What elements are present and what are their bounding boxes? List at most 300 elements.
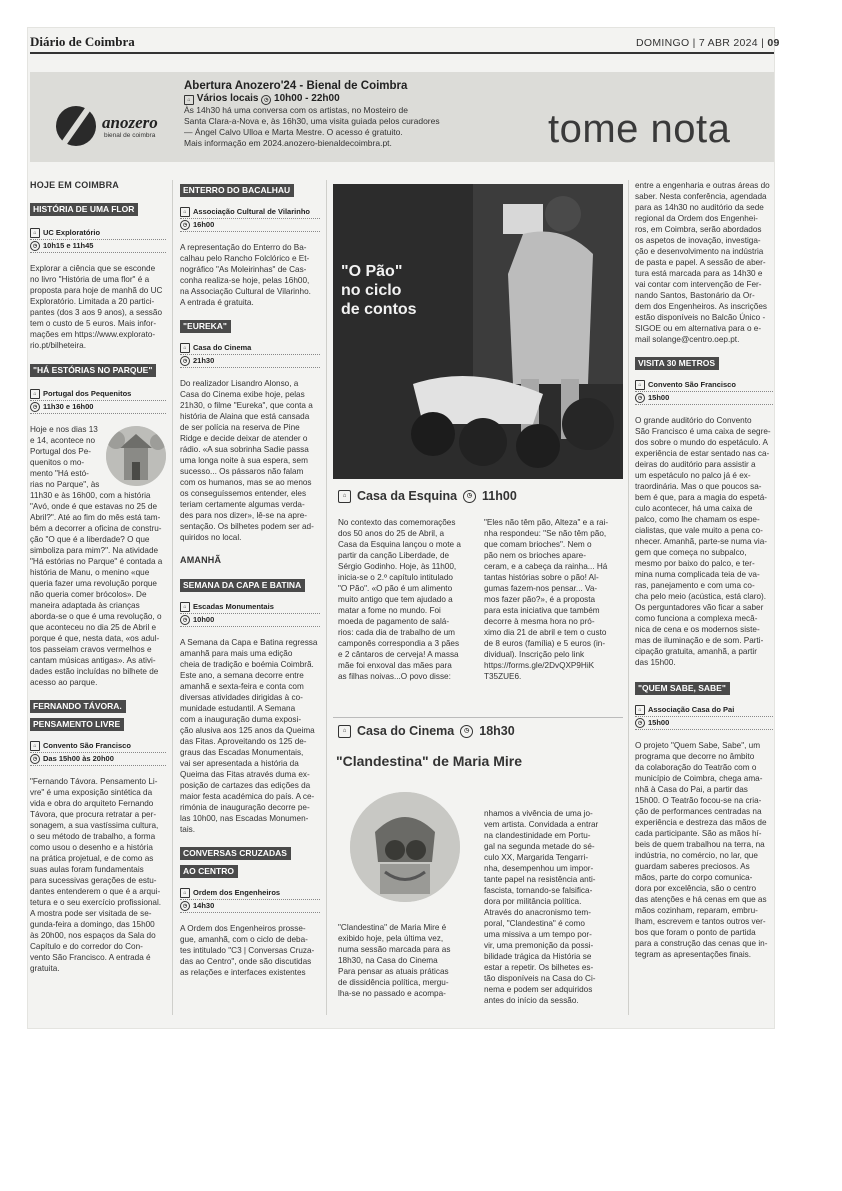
header-rule	[30, 52, 774, 54]
text-line: das ao Centro", onde são discutidas	[180, 957, 312, 966]
text-line: tura está marcada para as 14h30 e	[635, 269, 763, 278]
text-line: suas aulas foram fundamentais	[30, 865, 144, 874]
text-line: nica de cena e os modernos siste-	[635, 625, 760, 634]
logo-text: anozero	[102, 113, 158, 132]
text-line: ção "O que é a liberdade? O que	[30, 535, 150, 544]
text-line: para as 14h30 no auditório da sede	[635, 203, 764, 212]
text-line: "Clandestina" de Maria Mire é	[338, 923, 447, 932]
text-line: gumas fazem-nos pensar... Va-	[484, 584, 598, 593]
text-line: o seu método de trabalho, a forma	[30, 832, 156, 841]
text-line: que comam brioches". Nem o	[484, 540, 592, 549]
text-line: palco, como lhe chamam os espe-	[635, 515, 760, 524]
text-line: Exploratório. Limitada a 20 partici-	[30, 297, 155, 306]
text-line: O grande auditório do Convento	[635, 416, 752, 425]
text-line: A mostra pode ser visitada de se-	[30, 909, 152, 918]
clock-icon: ◷	[460, 725, 473, 738]
text-line: nha, desempenhou um impor-	[484, 864, 594, 873]
banner-line: Mais informação em 2024.anozero-bienaldecoimbra.pt.	[184, 138, 392, 148]
text-line: https://forms.gle/2DvQXP9HiK	[484, 661, 595, 670]
column-hoje	[30, 180, 166, 974]
event-tag: FERNANDO TÁVORA.	[30, 700, 126, 713]
text-line: rios: cada dia de trabalho de um	[338, 628, 455, 637]
home-icon: ⌂	[180, 602, 190, 612]
text-line: os conseguíssemos entender, eles	[180, 489, 307, 498]
date-line: DOMINGO | 7 ABR 2024 | 09	[636, 37, 780, 49]
text-line: gem que começa no subpalco,	[635, 548, 747, 557]
feature-text-right	[484, 517, 622, 682]
text-line: um espetáculo no palco já é ex-	[635, 471, 751, 480]
event-text	[635, 740, 773, 960]
text-line: mesmo por baixo do palco, e ter-	[635, 559, 755, 568]
text-line: munidade estudantil. A Semana	[180, 704, 296, 713]
text-line: dora por excelência, são o centro	[635, 884, 757, 893]
text-line: como usou o desenho e a história	[30, 843, 153, 852]
text-line: das 15h00.	[635, 658, 676, 667]
text-line: pantes (dos 3 aos 9 anos), a sessão	[30, 308, 162, 317]
text-line: às 20h00, nos espaços da Sala do	[30, 931, 156, 940]
text-line: ximo dia 21 de abril e tem o custo	[484, 628, 607, 637]
text-line: vai ser apresentada a história da	[180, 759, 299, 768]
text-line: uma missiva a um tempo por-	[484, 930, 592, 939]
clock-icon: ◷	[180, 615, 190, 625]
text-line: quiridos no local.	[180, 533, 242, 542]
text-line: bilidade trágica da História se	[484, 952, 592, 961]
text-line: T35ZUE6.	[484, 672, 522, 681]
text-line: "O Pão". «O pão é um alimento	[338, 584, 453, 593]
text-line: exibido hoje, pela última vez,	[338, 934, 444, 943]
text-line: dos sobre o mundo do espetáculo. A	[635, 438, 768, 447]
home-icon: ⌂	[30, 228, 40, 238]
text-line: como funciona a complexa mecâ-	[635, 614, 758, 623]
text-line: mas de iluminação e de som. Parti-	[635, 636, 764, 645]
text-line: tante papel na resistência anti-	[484, 875, 596, 884]
event-meta	[635, 704, 773, 730]
event-place: Escadas Monumentais	[193, 602, 274, 611]
text-line: tos passeiam cravos vermelhos e	[30, 645, 152, 654]
text-line: vem artista. Convidada a entrar	[484, 820, 599, 829]
event-text	[30, 424, 166, 688]
text-line: experiência e destreza das mãos de	[635, 818, 767, 827]
text-line: da colaboração do Teatrão com o	[635, 763, 757, 772]
text-line: proposta para hoje de manhã do UC	[30, 286, 163, 295]
text-line: uma longa noite à sua espera, sem	[180, 456, 308, 465]
feature-photo	[333, 184, 623, 479]
event-place: Casa do Cinema	[193, 343, 252, 352]
text-line: vida e obra do arquiteto Fernando	[30, 799, 154, 808]
text-line: Casa do Cinema exibe hoje, pelas	[180, 390, 305, 399]
banner-line: Santa Clara-a-Nova e, às 16h30, uma visita guiada pelos curadores	[184, 116, 440, 126]
event-place: Convento São Francisco	[648, 380, 736, 389]
event-time: 16h00	[193, 220, 215, 229]
event-meta	[180, 601, 320, 627]
text-line: ção alusiva aos 125 anos da Queima	[180, 726, 315, 735]
banner-meta	[184, 93, 544, 105]
text-line: sonagem, a sua vastíssima cultura,	[30, 821, 159, 830]
section-hoje: HOJE EM COIMBRA	[30, 180, 120, 190]
text-line: matar a fome no mundo. Foi	[338, 606, 441, 615]
text-line: A Ordem dos Engenheiros prosse-	[180, 924, 306, 933]
text-line: lha-se no passado e acompa-	[338, 989, 446, 998]
text-line: 15h00. O Teatrão focou-se na cria-	[635, 796, 762, 805]
event-tag: HISTÓRIA DE UMA FLOR	[30, 203, 138, 216]
feature-venue	[338, 489, 517, 503]
text-line: dora por militância política.	[484, 897, 582, 906]
text-line: mãos, parte do corpo comunica-	[635, 873, 753, 882]
text-line: guardam saberes preciosos. As	[635, 862, 750, 871]
text-line: bos que foram o ponto de partida	[635, 928, 756, 937]
text-line: "Há estórias no Parque" é contada a	[30, 557, 163, 566]
text-line: entre a engenharia e outras áreas do	[635, 181, 770, 190]
text-line: cantam músicas antigas». As ativi-	[30, 656, 156, 665]
text-line: estar a repetir. Os bilhetes es-	[484, 963, 594, 972]
text-line: as relações e interfaces existentes	[180, 968, 306, 977]
feature-title	[341, 262, 417, 319]
event-text	[635, 180, 773, 345]
text-line: para sucessivas gerações de estu-	[30, 876, 157, 885]
text-line: pão nem os brioches apare-	[484, 551, 586, 560]
home-icon: ⌂	[180, 888, 190, 898]
text-line: traordinária. Mas o que poucos sa-	[635, 482, 762, 491]
event-tag: SEMANA DA CAPA E BATINA	[180, 579, 305, 592]
text-line: dem dos Engenheiros. As inscrições	[635, 302, 767, 311]
event-tag: "EUREKA"	[180, 320, 231, 333]
text-line: deiras do auditório para assistir a	[635, 460, 756, 469]
event-meta	[180, 206, 320, 232]
section-amanha: AMANHÃ	[180, 555, 222, 565]
text-line: SIGOE ou em alternativa para o e-	[635, 324, 762, 333]
text-line: nhamos a vivência de uma jo-	[484, 809, 593, 818]
text-line: 18h30, na Casa do Cinema	[338, 956, 438, 965]
text-line: Portugal dos Pe-	[30, 447, 91, 456]
text-line: Casa da Esquina lançou o mote a	[338, 540, 461, 549]
event-time: Das 15h00 às 20h00	[43, 754, 114, 763]
event-time: 15h00	[648, 718, 670, 727]
venue-time: 11h00	[482, 489, 517, 503]
text-line: das Fitas. Aproveitando os 125 de-	[180, 737, 307, 746]
home-icon: ⌂	[30, 741, 40, 751]
clock-icon: ◷	[635, 718, 645, 728]
event-time: 11h30 e 16h00	[43, 402, 94, 411]
text-line: amanhã para mais uma edição	[180, 649, 293, 658]
text-line: nando Santos, Bastonário da Or-	[635, 291, 755, 300]
home-icon: ⌂	[180, 207, 190, 217]
event-tag: "QUEM SABE, SABE"	[635, 682, 730, 695]
event-place: Ordem dos Engenheiros	[193, 888, 281, 897]
text-line: estão disponíveis no Balcão Único -	[635, 313, 766, 322]
banner-place: Vários locais	[196, 93, 259, 104]
text-line: cada participante. São as mãos hí-	[635, 829, 762, 838]
banner-event	[184, 80, 544, 149]
text-line: cha pelo meio (acústica, está claro).	[635, 592, 767, 601]
text-line: A entrada é gratuita.	[180, 298, 254, 307]
venue-name: Casa da Esquina	[357, 489, 458, 503]
event-time: 10h00	[193, 615, 215, 624]
text-line: de dissidência política, mergu-	[338, 978, 449, 987]
text-line: as filhas noivas...O povo disse:	[338, 672, 451, 681]
text-line: e 2 cântaros de cerveja! A massa	[338, 650, 459, 659]
text-line: simboliza para mim?". Na atividade	[30, 546, 159, 555]
text-line: mãos cozinham, reparam, embru-	[635, 906, 758, 915]
text-line: decorre à mesma hora no pró-	[484, 617, 595, 626]
text-line: para a construção das cenas que in-	[635, 939, 768, 948]
event-place: Associação Cultural de Vilarinho	[193, 207, 310, 216]
text-line: indústria, no comércio, no lar, que	[635, 851, 758, 860]
text-line: bém a decorrer a oficina de constru-	[30, 524, 162, 533]
text-line: cheia de tradição e boémia Coimbrã.	[180, 660, 314, 669]
text-line: vre" é uma exposição sintética da	[30, 788, 153, 797]
text-line: para esta iniciativa que também	[484, 606, 600, 615]
home-icon: ⌂	[338, 725, 351, 738]
event-time: 21h30	[193, 356, 215, 365]
event-tag: VISITA 30 METROS	[635, 357, 719, 370]
text-line: Através do anacronismo tem-	[484, 908, 591, 917]
text-line: mail solange@centro.oep.pt.	[635, 335, 740, 344]
text-line: nha respondeu: "Se não têm pão,	[484, 529, 607, 538]
text-line: mãe foi enxoval das mães para	[338, 661, 452, 670]
text-line: fascista, tornando-se falsifica-	[484, 886, 593, 895]
text-line: cialistas, que vale muito a pena co-	[635, 526, 763, 535]
text-line: programa que decorre no âmbito	[635, 752, 755, 761]
column-2	[180, 180, 320, 978]
text-line: rias no Parque", às	[30, 480, 100, 489]
text-line: que aconteceu no dia 25 de Abril e	[30, 623, 157, 632]
clock-icon: ◷	[180, 220, 190, 230]
text-line: "Fernando Távora. Pensamento Li-	[30, 777, 158, 786]
text-line: bem é que, para a magia do espetá-	[635, 493, 767, 502]
feature-title-line: "O Pão"	[341, 263, 403, 280]
brand-name: Diário de Coimbra	[30, 34, 135, 49]
text-line: mento "Há estó-	[30, 469, 89, 478]
feature2-venue	[338, 724, 515, 738]
event-tag: PENSAMENTO LIVRE	[30, 718, 124, 731]
text-line: gratuita.	[30, 964, 60, 973]
text-line: nhã à Casa do Pai, a partir das	[635, 785, 748, 794]
venue-name: Casa do Cinema	[357, 724, 455, 738]
text-line: acesso ao parque.	[30, 678, 98, 687]
event-place: UC Exploratório	[43, 228, 101, 237]
clock-icon: ◷	[30, 754, 40, 764]
text-line: maior festa académica do país. A ce-	[180, 792, 315, 801]
text-line: A representação do Enterro do Ba-	[180, 243, 307, 252]
park-photo	[106, 426, 166, 486]
home-icon: ⌂	[635, 705, 645, 715]
text-line: muito antigo que tem ajudado a	[338, 595, 453, 604]
text-line: lham, escrevem e tantos outros ver-	[635, 917, 766, 926]
text-line: queria fazer uma revolução porque	[30, 579, 157, 588]
text-line: conha realiza-se hoje, pelas 16h00,	[180, 276, 310, 285]
event-place: Associação Casa do Pai	[648, 705, 735, 714]
text-line: dividual). Inscrição pelo link	[484, 650, 585, 659]
text-line: gal na segunda metade do sé-	[484, 842, 595, 851]
feature-divider	[333, 717, 623, 718]
home-icon: ⌂	[184, 95, 194, 105]
text-line: Capítulo e do corredor do Con-	[30, 942, 143, 951]
text-line: partir da canção Liberdade, de	[338, 551, 450, 560]
text-line: moeda de pagamento de salá-	[338, 617, 450, 626]
text-line: calhau pelo Rancho Folclórico e Et-	[180, 254, 310, 263]
text-line: inicia-se o 2.º capítulo intitulado	[338, 573, 453, 582]
text-line: poral, "Clandestina" é como	[484, 919, 585, 928]
text-line: com os humanos, mas se ao menos	[180, 478, 312, 487]
text-line: Sérgio Godinho. Hoje, às 11h00,	[338, 562, 457, 571]
text-line: graus das Escadas Monumentais,	[180, 748, 304, 757]
text-line: Para pensar as atuais práticas	[338, 967, 449, 976]
text-line: maneira adaptada às crianças	[30, 601, 140, 610]
text-line: tantas histórias sobre o pão! Al-	[484, 573, 599, 582]
text-line: sentação. Os bilhetes podem ser ad-	[180, 522, 314, 531]
text-line: e 14, acontece no	[30, 436, 96, 445]
banner-line: — Ángel Calvo Ulloa e Marta Mestre. O acesso é gratuito.	[184, 127, 403, 137]
text-line: Ridge e decide deixar de atender o	[180, 434, 308, 443]
text-line: regional da Ordem dos Engenhei-	[635, 214, 758, 223]
text-line: No contexto das comemorações	[338, 518, 456, 527]
film-photo	[350, 792, 460, 902]
text-line: antes do início da sessão.	[484, 996, 579, 1005]
text-line: história de Manu, o menino «que	[30, 568, 150, 577]
banner-time: 10h00 - 22h00	[274, 93, 340, 104]
text-line: no livro "História de uma flor" é a	[30, 275, 150, 284]
text-line: cipação gratuita, amanhã, a partir	[635, 647, 757, 656]
text-line: tegram as apresentações finais.	[635, 950, 752, 959]
clock-icon: ◷	[30, 402, 40, 412]
text-line: quenitos o mo-	[30, 458, 85, 467]
text-line: ção de performances centradas na	[635, 807, 762, 816]
text-line: dades estão incluídas no bilhete de	[30, 667, 159, 676]
logo-subtitle: bienal de coimbra	[104, 132, 156, 139]
feature-title-line: de contos	[341, 301, 417, 318]
text-line: os aspetos de inovação, investiga-	[635, 236, 761, 245]
feature2-text-right	[484, 808, 622, 1006]
column-5	[635, 180, 773, 960]
venue-time: 18h30	[479, 724, 515, 738]
text-line: Queima das Fitas através duma ex-	[180, 770, 310, 779]
page-number: 09	[767, 37, 780, 49]
event-time: 15h00	[648, 393, 670, 402]
text-line: vento São Francisco. A entrada é	[30, 953, 151, 962]
banner-title: Abertura Anozero'24 - Bienal de Coimbra	[184, 80, 408, 92]
clock-icon: ◷	[635, 393, 645, 403]
text-line: porque é que, nesta data, «os adul-	[30, 634, 160, 643]
clock-icon: ◷	[180, 356, 190, 366]
text-line: na clandestinidade em Portu-	[484, 831, 591, 840]
text-line: rio.pt/bilheteira.	[30, 341, 86, 350]
text-line: beis de quem trabalhou na terra, na	[635, 840, 765, 849]
text-line: numa sessão marcada para as	[338, 945, 451, 954]
text-line: O projeto "Quem Sabe, Sabe", um	[635, 741, 761, 750]
text-line: mina numa complicada teia de va-	[635, 570, 760, 579]
text-line: ção e desenvolvimento na indústria	[635, 247, 764, 256]
clock-icon: ◷	[463, 490, 476, 503]
text-line: "Eles não têm pão, Alteza" e a rai-	[484, 518, 609, 527]
text-line: 21h30, o filme "Eureka", que conta a	[180, 401, 313, 410]
text-line: gue, amanhã, com o ciclo de deba-	[180, 935, 308, 944]
clock-icon: ◷	[261, 95, 271, 105]
text-line: 11h30 e às 16h00, com a história	[30, 491, 151, 500]
event-tag: CONVERSAS CRUZADAS	[180, 847, 291, 860]
event-text	[30, 263, 166, 351]
text-line: culo XX, Margarida Tengarri-	[484, 853, 589, 862]
text-line: saber. Nesta conferência, agendada	[635, 192, 767, 201]
clock-icon: ◷	[180, 901, 190, 911]
storyteller-photo	[333, 184, 623, 479]
text-line: ros, em Coimbra, serão abordados	[635, 225, 762, 234]
text-line: ras, panejamento e com uma co-	[635, 581, 755, 590]
text-line: história de Alaina que está cansada	[180, 412, 310, 421]
event-text	[635, 415, 773, 668]
text-line: Explorar a ciência que se esconde	[30, 264, 156, 273]
event-place: Convento São Francisco	[43, 741, 131, 750]
text-line: rádio. «A sua sobrinha Sadie passa	[180, 445, 309, 454]
feature-title-line: no ciclo	[341, 282, 402, 299]
text-line: posição de cartazes das edições da	[180, 781, 311, 790]
text-line: nhecer. Amanhã, parte-se numa via-	[635, 537, 767, 546]
text-line: com a inauguração duma exposi-	[180, 715, 302, 724]
day-label: DOMINGO	[636, 37, 690, 49]
event-meta	[30, 740, 166, 766]
event-time: 10h15 e 11h45	[43, 241, 94, 250]
event-text	[180, 923, 320, 978]
text-line: mos fazer pão?», é a proposta	[484, 595, 596, 604]
anozero-logo-icon	[54, 104, 98, 148]
text-line: camponês correspondia a 3 pães	[338, 639, 460, 648]
text-line: mações em https://www.explorato-	[30, 330, 156, 339]
text-line: aborda-se o que é uma revolução, o	[30, 612, 162, 621]
text-line: Os perguntadores vão ficar a saber	[635, 603, 764, 612]
text-line: na Associação Cultural de Vilarinho.	[180, 287, 311, 296]
clock-icon: ◷	[30, 241, 40, 251]
text-line: tais.	[180, 825, 196, 834]
home-icon: ⌂	[635, 380, 645, 390]
event-text	[180, 378, 320, 543]
event-meta	[180, 342, 320, 368]
text-line: las 10h00, nas Escadas Monumen-	[180, 814, 309, 823]
feature-text-left	[338, 517, 474, 682]
text-line: dos 50 anos do 25 de Abril, a	[338, 529, 445, 538]
text-line: nema e podem ser adquiridos	[484, 985, 593, 994]
text-line: vir, uma premonição da possi-	[484, 941, 594, 950]
text-line: Távora, que procura retratar a per-	[30, 810, 157, 819]
text-line: ceram, e a cabeça da rainha... Há	[484, 562, 608, 571]
event-tag: "HÁ ESTÓRIAS NO PARQUE"	[30, 364, 156, 377]
text-line: tem o custo de 5 euros. Mais infor-	[30, 319, 157, 328]
event-text	[180, 242, 320, 308]
text-line: A Semana da Capa e Batina regressa	[180, 638, 318, 647]
text-line: vai contar com intervenção de Fer-	[635, 280, 762, 289]
text-line: de 8 euros (família) e 5 euros (in-	[484, 639, 606, 648]
text-line: dantes entenderem o que é a arqui-	[30, 887, 161, 896]
text-line: Este ano, a semana decorre entre	[180, 671, 304, 680]
date-label: 7 ABR 2024	[698, 37, 758, 49]
text-line: de pasta e papel. A sessão de aber-	[635, 258, 766, 267]
home-icon: ⌂	[180, 343, 190, 353]
text-line: Do realizador Lisandro Alonso, a	[180, 379, 299, 388]
event-tag: AO CENTRO	[180, 865, 238, 878]
text-line: sucesso... Os pássaros não falam	[180, 467, 304, 476]
banner-line: Às 14h30 há uma conversa com os artistas, no Mosteiro de	[184, 105, 408, 115]
feature2-title: "Clandestina" de Maria Mire	[336, 753, 522, 769]
text-line: rimónia de inauguração decorre pe-	[180, 803, 310, 812]
text-line: tes intitulado "C3 | Conversas Cruza-	[180, 946, 315, 955]
text-line: não queria comer brócolos». De	[30, 590, 147, 599]
home-icon: ⌂	[30, 389, 40, 399]
text-line: das atenções e há cenas em que as	[635, 895, 767, 904]
event-time: 14h30	[193, 901, 215, 910]
event-text	[180, 637, 320, 835]
banner-text	[184, 105, 544, 149]
event-meta	[180, 887, 320, 913]
text-line: gunda-feira a domingo, das 15h00	[30, 920, 155, 929]
text-line: Abril?". Até ao fim do mês está tam-	[30, 513, 161, 522]
